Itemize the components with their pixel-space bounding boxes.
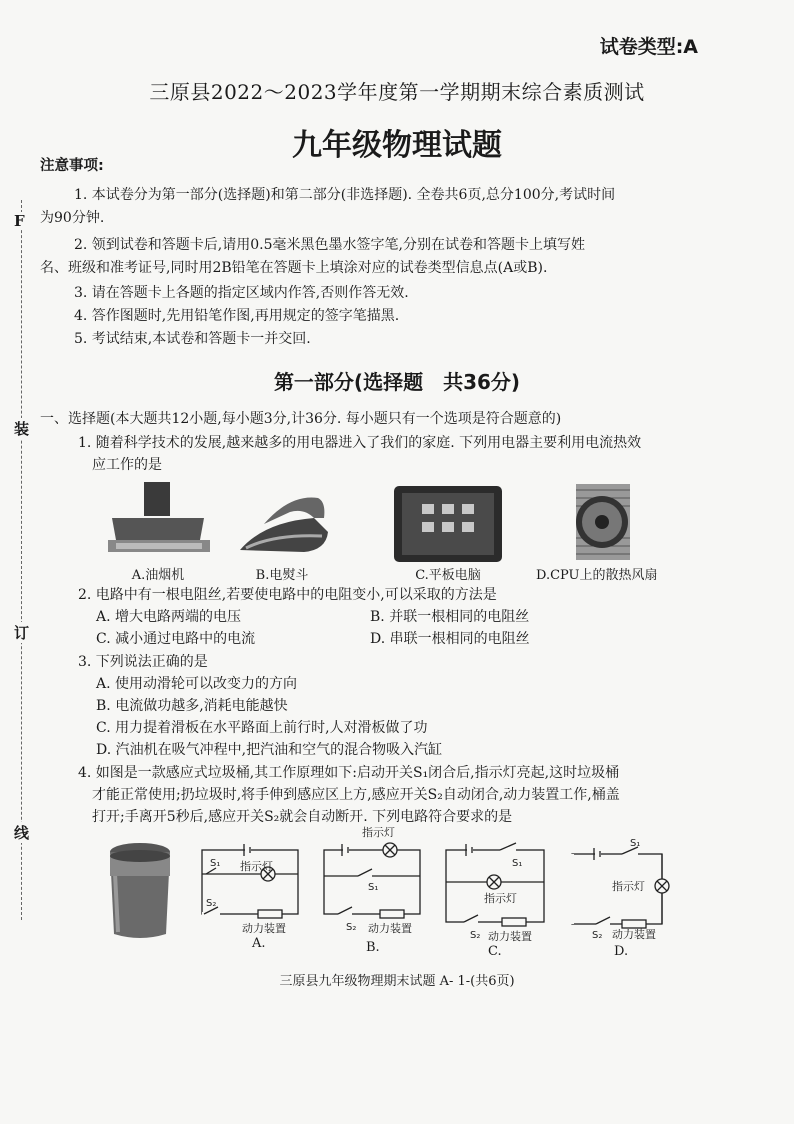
notice-item: 2. 领到试卷和答题卡后,请用0.5毫米黑色墨水签字笔,分别在试卷和答题卡上填写姓 bbox=[74, 237, 585, 253]
q1-stem: 应工作的是 bbox=[92, 457, 162, 473]
side-mark-xian: 线 bbox=[14, 824, 30, 842]
notice-title: 注意事项: bbox=[40, 158, 104, 174]
q2-option-b: B. 并联一根相同的电阻丝 bbox=[370, 609, 530, 625]
svg-text:S₁: S₁ bbox=[630, 838, 641, 849]
q2-option-a: A. 增大电路两端的电压 bbox=[96, 609, 242, 625]
q4-stem: 才能正常使用;扔垃圾时,将手伸到感应区上方,感应开关S₂自动闭合,动力装置工作,桶盖 bbox=[92, 787, 620, 803]
q2-stem: 2. 电路中有一根电阻丝,若要使电路中的电阻变小,可以采取的方法是 bbox=[78, 587, 497, 603]
tablet-image bbox=[392, 484, 504, 564]
svg-text:动力装置: 动力装置 bbox=[488, 930, 532, 943]
q3-option-a: A. 使用动滑轮可以改变力的方向 bbox=[96, 676, 298, 692]
q4-option-a: A. bbox=[252, 936, 266, 951]
circuit-c-diagram bbox=[440, 840, 550, 948]
range-hood-image bbox=[104, 478, 214, 564]
svg-text:指示灯: 指示灯 bbox=[484, 892, 517, 905]
q3-option-d: D. 汽油机在吸气冲程中,把汽油和空气的混合物吸入汽缸 bbox=[96, 742, 443, 758]
svg-text:指示灯: 指示灯 bbox=[362, 826, 395, 839]
q4-stem: 4. 如图是一款感应式垃圾桶,其工作原理如下:启动开关S₁闭合后,指示灯亮起,这时垃圾桶 bbox=[78, 765, 620, 781]
q4-option-c: C. bbox=[488, 944, 502, 959]
svg-text:S₂: S₂ bbox=[346, 922, 357, 933]
circuit-a-diagram bbox=[196, 840, 304, 940]
notice-item: 3. 请在答题卡上各题的指定区域内作答,否则作答无效. bbox=[74, 285, 409, 301]
q2-option-c: C. 减小通过电路中的电流 bbox=[96, 631, 256, 647]
svg-text:动力装置: 动力装置 bbox=[368, 922, 412, 935]
svg-text:动力装置: 动力装置 bbox=[242, 922, 286, 935]
exam-header: 三原县2022～2023学年度第一学期期末综合素质测试 bbox=[149, 80, 645, 104]
side-mark-zhuang: 装 bbox=[14, 420, 30, 438]
svg-text:S₂: S₂ bbox=[470, 930, 481, 941]
q2-option-d: D. 串联一根相同的电阻丝 bbox=[370, 631, 530, 647]
notice-item: 为90分钟. bbox=[40, 210, 105, 226]
q3-option-c: C. 用力提着滑板在水平路面上前行时,人对滑板做了功 bbox=[96, 720, 428, 736]
section-intro: 一、选择题(本大题共12小题,每小题3分,计36分. 每小题只有一个选项是符合题意的) bbox=[40, 411, 562, 427]
q1-option-c: C.平板电脑 bbox=[415, 568, 481, 583]
side-mark-f: F bbox=[14, 212, 25, 230]
q1-option-b: B.电熨斗 bbox=[255, 568, 309, 583]
q1-stem: 1. 随着科学技术的发展,越来越多的用电器进入了我们的家庭. 下列用电器主要利用电流热效 bbox=[78, 435, 642, 451]
svg-text:S₁: S₁ bbox=[368, 882, 379, 893]
q1-option-d: D.CPU上的散热风扇 bbox=[536, 568, 658, 583]
trash-can-image bbox=[100, 838, 180, 942]
binding-line bbox=[21, 200, 22, 920]
notice-item: 4. 答作图题时,先用铅笔作图,再用规定的签字笔描黑. bbox=[74, 308, 400, 324]
side-mark-ding: 订 bbox=[14, 624, 30, 642]
q1-option-a: A.油烟机 bbox=[131, 568, 185, 583]
circuit-b-diagram bbox=[318, 824, 428, 940]
notice-item: 名、班级和准考证号,同时用2B铅笔在答题卡上填涂对应的试卷类型信息点(A或B). bbox=[40, 260, 548, 276]
circuit-d-diagram bbox=[566, 838, 676, 946]
electric-iron-image bbox=[234, 488, 334, 560]
q3-option-b: B. 电流做功越多,消耗电能越快 bbox=[96, 698, 288, 714]
svg-text:指示灯: 指示灯 bbox=[240, 860, 273, 873]
page-title: 九年级物理试题 bbox=[292, 128, 502, 163]
q3-stem: 3. 下列说法正确的是 bbox=[78, 654, 208, 670]
svg-text:动力装置: 动力装置 bbox=[612, 928, 656, 941]
q4-option-d: D. bbox=[614, 944, 629, 959]
notice-item: 1. 本试卷分为第一部分(选择题)和第二部分(非选择题). 全卷共6页,总分100分,考试时间 bbox=[74, 187, 616, 203]
page-footer: 三原县九年级物理期末试题 A- 1-(共6页) bbox=[279, 974, 515, 989]
svg-text:S₁: S₁ bbox=[512, 858, 523, 869]
notice-item: 5. 考试结束,本试卷和答题卡一并交回. bbox=[74, 331, 311, 347]
svg-text:S₁: S₁ bbox=[210, 858, 221, 869]
svg-text:S₂: S₂ bbox=[206, 898, 217, 909]
paper-type-label: 试卷类型:A bbox=[599, 36, 698, 58]
section-title: 第一部分(选择题 共36分) bbox=[273, 370, 521, 394]
svg-text:指示灯: 指示灯 bbox=[612, 880, 645, 893]
svg-text:S₂: S₂ bbox=[592, 930, 603, 941]
cpu-fan-image bbox=[562, 480, 642, 564]
q4-option-b: B. bbox=[366, 940, 380, 955]
q4-stem: 打开;手离开5秒后,感应开关S₂就会自动断开. 下列电路符合要求的是 bbox=[92, 809, 513, 825]
